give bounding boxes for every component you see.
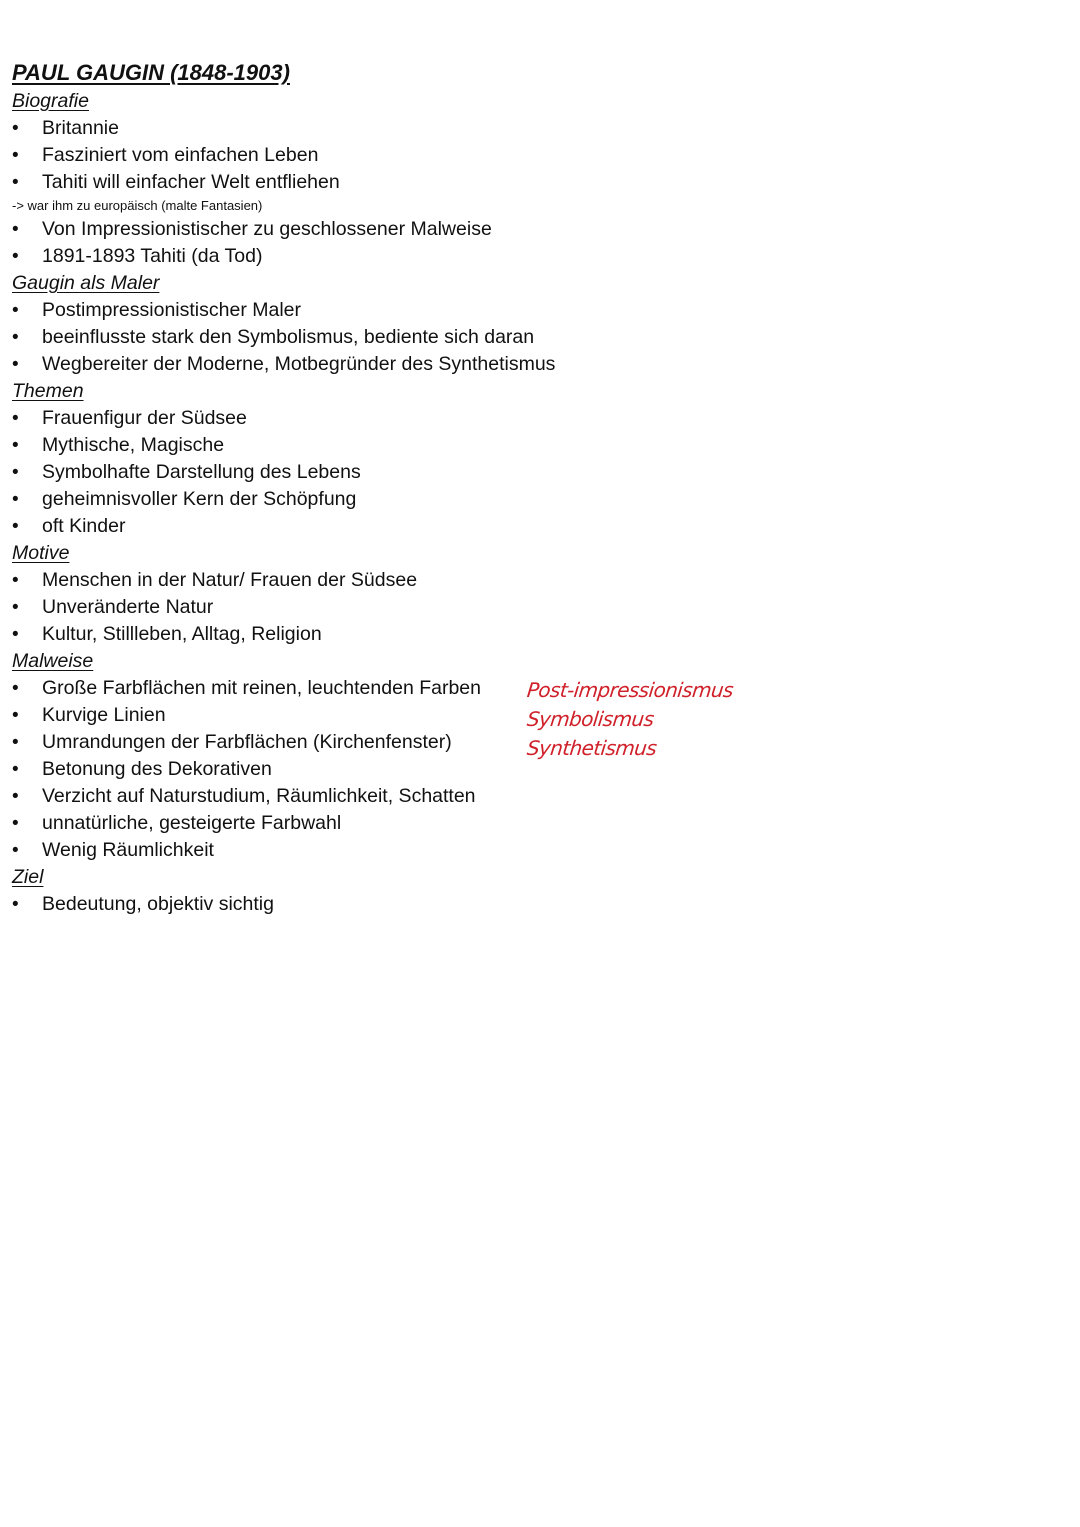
list-item: • Wenig Räumlichkeit — [12, 837, 1052, 864]
handwritten-note-line: Synthetismus — [525, 736, 658, 760]
handwritten-notes — [525, 676, 735, 763]
list-item: • Frauenfigur der Südsee — [12, 405, 1052, 432]
bullet-list-maler — [12, 297, 1052, 378]
list-item: • Große Farbflächen mit reinen, leuchtenden Farben — [12, 675, 1052, 702]
section-heading-themen: Themen — [12, 380, 84, 402]
list-item: • geheimnisvoller Kern der Schöpfung — [12, 486, 1052, 513]
list-item: • Wegbereiter der Moderne, Motbegründer des Synthetismus — [12, 351, 1052, 378]
list-item: • Verzicht auf Naturstudium, Räumlichkeit, Schatten — [12, 783, 1052, 810]
list-item: • Umrandungen der Farbflächen (Kirchenfenster) — [12, 729, 1052, 756]
list-item: • beeinflusste stark den Symbolismus, bediente sich daran — [12, 324, 1052, 351]
list-item: • Kultur, Stillleben, Alltag, Religion — [12, 621, 1052, 648]
section-heading-maler: Gaugin als Maler — [12, 272, 160, 294]
section-heading-ziel: Ziel — [12, 866, 44, 888]
section-heading-biografie: Biografie — [12, 90, 89, 112]
list-item: • Postimpressionistischer Maler — [12, 297, 1052, 324]
list-item: • oft Kinder — [12, 513, 1052, 540]
list-item: • Menschen in der Natur/ Frauen der Südsee — [12, 567, 1052, 594]
list-item: • Mythische, Magische — [12, 432, 1052, 459]
bullet-list-ziel — [12, 891, 1052, 918]
list-item: • Fasziniert vom einfachen Leben — [12, 142, 1052, 169]
document-page — [12, 58, 1052, 918]
bullet-list-themen — [12, 405, 1052, 540]
list-item: • 1891-1893 Tahiti (da Tod) — [12, 243, 1052, 270]
list-item: • Tahiti will einfacher Welt entfliehen — [12, 169, 1052, 196]
section-heading-motive: Motive — [12, 542, 70, 564]
page-title: PAUL GAUGIN (1848-1903) — [12, 60, 290, 85]
list-item: • Unveränderte Natur — [12, 594, 1052, 621]
list-item: • Britannie — [12, 115, 1052, 142]
bullet-list-biografie — [12, 115, 1052, 196]
handwritten-note-line: Post-impressionismus — [525, 678, 735, 702]
bullet-list-biografie-continued — [12, 216, 1052, 270]
list-item: • Von Impressionistischer zu geschlossener Malweise — [12, 216, 1052, 243]
list-item: • Symbolhafte Darstellung des Lebens — [12, 459, 1052, 486]
bullet-list-motive — [12, 567, 1052, 648]
list-item: • Bedeutung, objektiv sichtig — [12, 891, 1052, 918]
handwritten-note-line: Symbolismus — [525, 707, 655, 731]
section-heading-malweise: Malweise — [12, 650, 94, 672]
biografie-note: -> war ihm zu europäisch (malte Fantasien) — [12, 198, 263, 213]
list-item: • Betonung des Dekorativen — [12, 756, 1052, 783]
list-item: • unnatürliche, gesteigerte Farbwahl — [12, 810, 1052, 837]
list-item: • Kurvige Linien — [12, 702, 1052, 729]
